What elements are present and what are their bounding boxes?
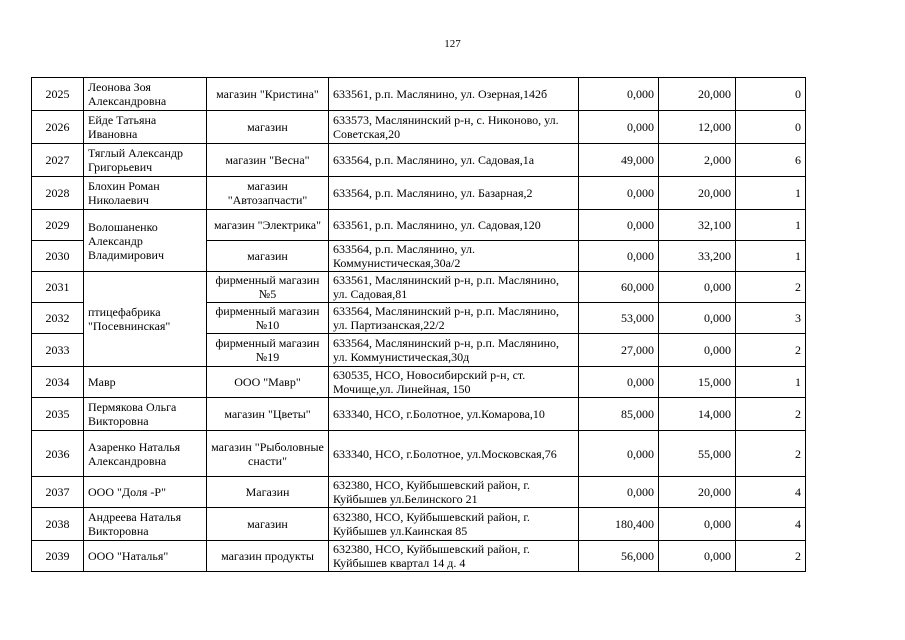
- value-1-cell: 85,000: [579, 398, 659, 431]
- outlet-type-cell: фирменный магазин №10: [207, 303, 329, 334]
- table-row: [32, 431, 806, 477]
- outlet-type-cell: магазин "Автозапчасти": [207, 177, 329, 210]
- row-number-cell: 2028: [32, 177, 84, 210]
- outlet-type-cell: ООО "Мавр": [207, 367, 329, 398]
- outlet-type-cell: фирменный магазин №19: [207, 334, 329, 367]
- value-2-cell: 2,000: [659, 144, 736, 177]
- value-2-cell: 14,000: [659, 398, 736, 431]
- row-number-cell: 2036: [32, 431, 84, 477]
- value-2-cell: 32,100: [659, 210, 736, 241]
- value-3-cell: 1: [736, 367, 806, 398]
- value-3-cell: 2: [736, 272, 806, 303]
- value-1-cell: 53,000: [579, 303, 659, 334]
- address-cell: 632380, НСО, Куйбышевский район, г. Куйбышев ул.Белинского 21: [329, 477, 579, 508]
- value-1-cell: 0,000: [579, 78, 659, 111]
- address-cell: 633564, р.п. Маслянино, ул. Садовая,1а: [329, 144, 579, 177]
- table-row: [32, 210, 806, 241]
- row-number-cell: 2039: [32, 541, 84, 572]
- value-2-cell: 0,000: [659, 541, 736, 572]
- value-3-cell: 2: [736, 541, 806, 572]
- table-row: [32, 398, 806, 431]
- address-cell: 633564, р.п. Маслянино, ул. Базарная,2: [329, 177, 579, 210]
- value-1-cell: 0,000: [579, 241, 659, 272]
- address-cell: 633561, р.п. Маслянино, ул. Озерная,142б: [329, 78, 579, 111]
- value-1-cell: 56,000: [579, 541, 659, 572]
- owner-cell: ООО "Доля -Р": [84, 477, 207, 508]
- row-number-cell: 2033: [32, 334, 84, 367]
- value-2-cell: 12,000: [659, 111, 736, 144]
- owner-cell: Андреева Наталья Викторовна: [84, 508, 207, 541]
- value-3-cell: 0: [736, 78, 806, 111]
- value-2-cell: 33,200: [659, 241, 736, 272]
- value-2-cell: 0,000: [659, 303, 736, 334]
- value-2-cell: 0,000: [659, 272, 736, 303]
- row-number-cell: 2037: [32, 477, 84, 508]
- table-row: [32, 144, 806, 177]
- value-2-cell: 55,000: [659, 431, 736, 477]
- row-number-cell: 2029: [32, 210, 84, 241]
- value-3-cell: 4: [736, 477, 806, 508]
- value-3-cell: 6: [736, 144, 806, 177]
- table-row: [32, 508, 806, 541]
- address-cell: 633564, Маслянинский р-н, р.п. Маслянино, ул. Партизанская,22/2: [329, 303, 579, 334]
- value-1-cell: 0,000: [579, 210, 659, 241]
- outlet-type-cell: магазин "Электрика": [207, 210, 329, 241]
- value-1-cell: 60,000: [579, 272, 659, 303]
- owner-cell: ООО "Наталья": [84, 541, 207, 572]
- value-1-cell: 0,000: [579, 431, 659, 477]
- owner-cell: Блохин Роман Николаевич: [84, 177, 207, 210]
- table-row: [32, 111, 806, 144]
- address-cell: 633573, Маслянинский р-н, с. Никоново, ул. Советская,20: [329, 111, 579, 144]
- value-1-cell: 0,000: [579, 111, 659, 144]
- value-3-cell: 2: [736, 398, 806, 431]
- address-cell: 633340, НСО, г.Болотное, ул.Московская,76: [329, 431, 579, 477]
- value-3-cell: 2: [736, 334, 806, 367]
- address-cell: 632380, НСО, Куйбышевский район, г. Куйбышев квартал 14 д. 4: [329, 541, 579, 572]
- value-2-cell: 20,000: [659, 177, 736, 210]
- owner-cell: Азаренко Наталья Александровна: [84, 431, 207, 477]
- table-row: [32, 177, 806, 210]
- value-1-cell: 0,000: [579, 177, 659, 210]
- value-2-cell: 20,000: [659, 78, 736, 111]
- value-2-cell: 0,000: [659, 334, 736, 367]
- table-row: [32, 541, 806, 572]
- row-number-cell: 2026: [32, 111, 84, 144]
- value-3-cell: 1: [736, 241, 806, 272]
- row-number-cell: 2032: [32, 303, 84, 334]
- outlet-type-cell: Магазин: [207, 477, 329, 508]
- address-cell: 632380, НСО, Куйбышевский район, г. Куйбышев ул.Каинская 85: [329, 508, 579, 541]
- owner-cell: Пермякова Ольга Викторовна: [84, 398, 207, 431]
- owner-cell: птицефабрика "Посевнинская": [84, 272, 207, 367]
- address-cell: 633564, р.п. Маслянино, ул. Коммунистическая,30а/2: [329, 241, 579, 272]
- outlet-type-cell: магазин: [207, 508, 329, 541]
- row-number-cell: 2031: [32, 272, 84, 303]
- address-cell: 633340, НСО, г.Болотное, ул.Комарова,10: [329, 398, 579, 431]
- value-2-cell: 0,000: [659, 508, 736, 541]
- value-3-cell: 3: [736, 303, 806, 334]
- value-1-cell: 27,000: [579, 334, 659, 367]
- value-2-cell: 15,000: [659, 367, 736, 398]
- outlet-type-cell: магазин "Весна": [207, 144, 329, 177]
- value-1-cell: 0,000: [579, 367, 659, 398]
- row-number-cell: 2027: [32, 144, 84, 177]
- page-number: 127: [444, 38, 461, 50]
- row-number-cell: 2035: [32, 398, 84, 431]
- row-number-cell: 2030: [32, 241, 84, 272]
- value-3-cell: 1: [736, 210, 806, 241]
- owner-cell: Ейде Татьяна Ивановна: [84, 111, 207, 144]
- value-3-cell: 2: [736, 431, 806, 477]
- address-cell: 630535, НСО, Новосибирский р-н, ст. Мочище,ул. Линейная, 150: [329, 367, 579, 398]
- outlet-type-cell: магазин: [207, 241, 329, 272]
- table-row: [32, 272, 806, 303]
- table-row: [32, 367, 806, 398]
- owner-cell: Леонова Зоя Александровна: [84, 78, 207, 111]
- outlet-type-cell: фирменный магазин №5: [207, 272, 329, 303]
- outlet-type-cell: магазин "Цветы": [207, 398, 329, 431]
- address-cell: 633564, Маслянинский р-н, р.п. Маслянино, ул. Коммунистическая,30д: [329, 334, 579, 367]
- table-row: [32, 78, 806, 111]
- value-1-cell: 180,400: [579, 508, 659, 541]
- retail-outlets-table: [31, 77, 806, 572]
- outlet-type-cell: магазин "Кристина": [207, 78, 329, 111]
- value-3-cell: 4: [736, 508, 806, 541]
- row-number-cell: 2034: [32, 367, 84, 398]
- outlet-type-cell: магазин продукты: [207, 541, 329, 572]
- address-cell: 633561, Маслянинский р-н, р.п. Маслянино, ул. Садовая,81: [329, 272, 579, 303]
- owner-cell: Волошаненко Александр Владимирович: [84, 210, 207, 272]
- row-number-cell: 2038: [32, 508, 84, 541]
- outlet-type-cell: магазин: [207, 111, 329, 144]
- value-1-cell: 49,000: [579, 144, 659, 177]
- value-3-cell: 1: [736, 177, 806, 210]
- table-row: [32, 477, 806, 508]
- value-2-cell: 20,000: [659, 477, 736, 508]
- outlet-type-cell: магазин "Рыболовные снасти": [207, 431, 329, 477]
- value-1-cell: 0,000: [579, 477, 659, 508]
- row-number-cell: 2025: [32, 78, 84, 111]
- value-3-cell: 0: [736, 111, 806, 144]
- address-cell: 633561, р.п. Маслянино, ул. Садовая,120: [329, 210, 579, 241]
- owner-cell: Мавр: [84, 367, 207, 398]
- owner-cell: Тяглый Александр Григорьевич: [84, 144, 207, 177]
